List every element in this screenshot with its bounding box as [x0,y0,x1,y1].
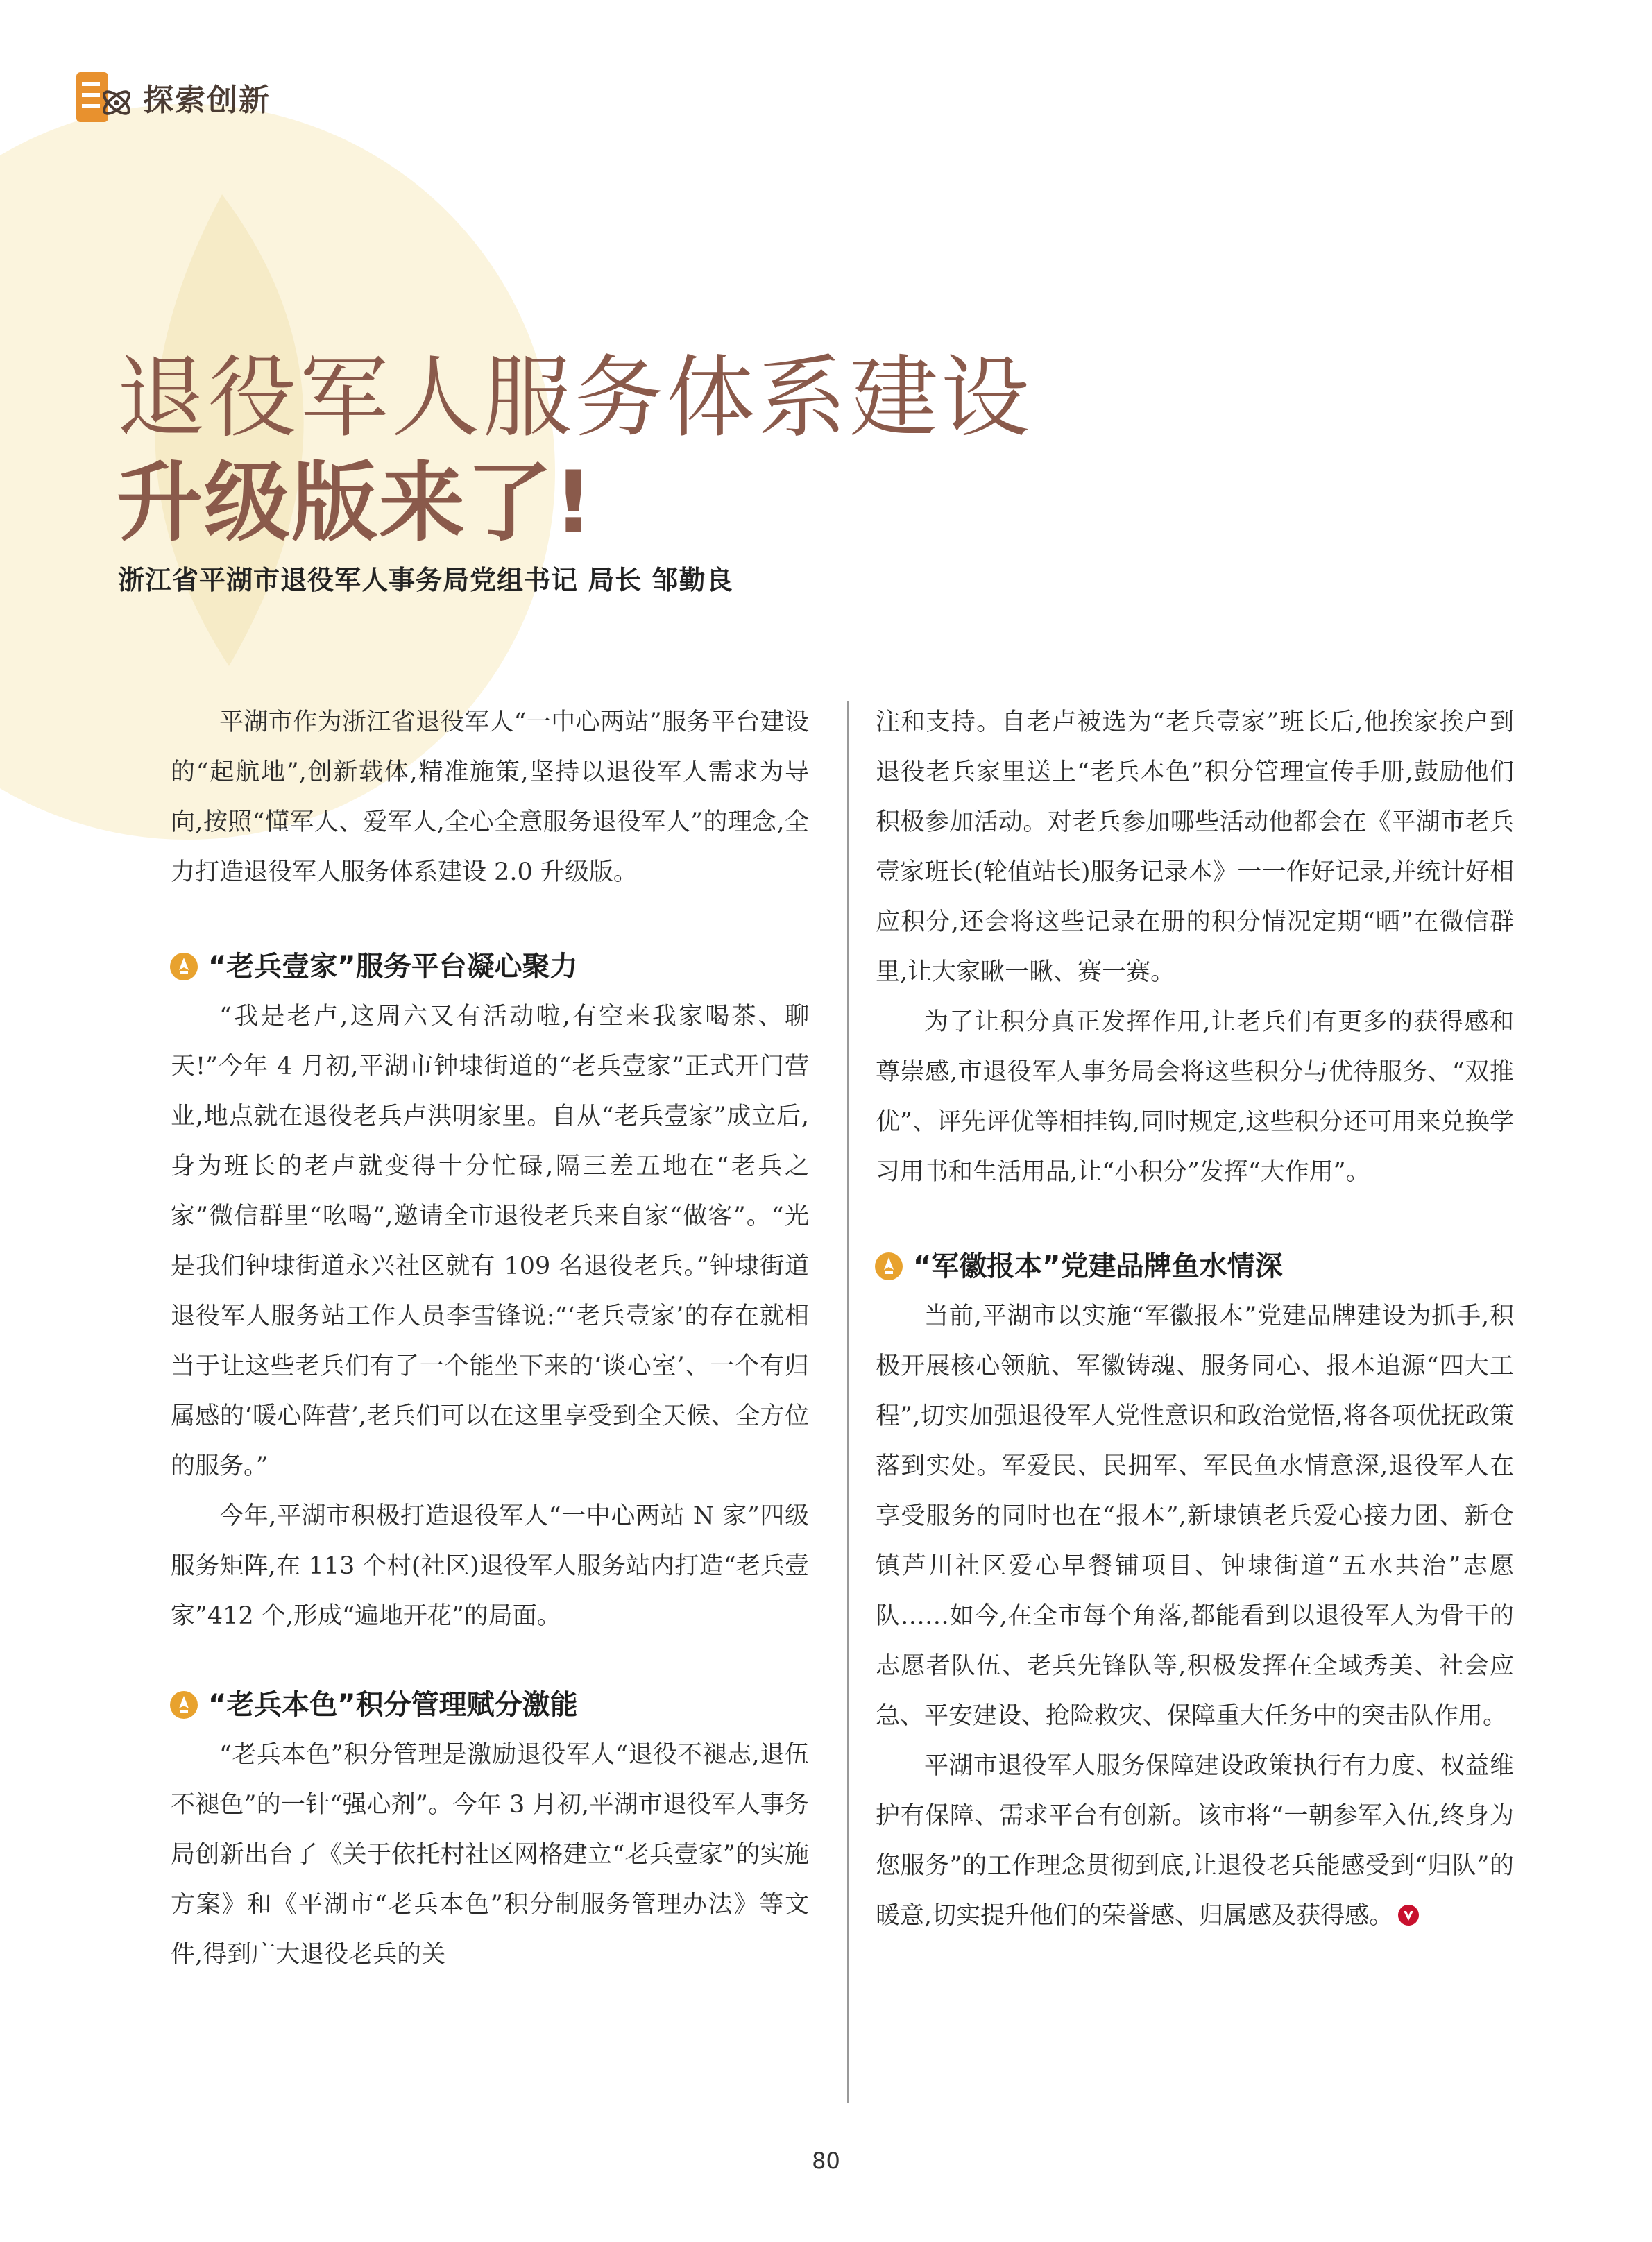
section2-paragraph: 为了让积分真正发挥作用,让老兵们有更多的获得感和尊崇感,市退役军人事务局会将这些积分与优待服务、“双推优”、评先评优等相挂钩,同时规定,这些积分还可用来兑换学习用书和生活用品,让“小积分”发挥“大作用”。 [876,1008,1514,1186]
section2-paragraph-continued: 注和支持。自老卢被选为“老兵壹家”班长后,他挨家挨户到退役老兵家里送上“老兵本色”积分管理宣传手册,鼓励他们积极参加活动。对老兵参加哪些活动他都会在《平湖市老兵壹家班长(轮值站长)服务记录本》一一作好记录,并统计好相应积分,还会将这些记录在册的积分情况定期“晒”在微信群里,让大家瞅一瞅、赛一赛。 [876,708,1514,986]
intro-paragraph: 平湖市作为浙江省退役军人“一中心两站”服务平台建设的“起航地”,创新载体,精准施策,坚持以退役军人需求为导向,按照“懂军人、爱军人,全心全意服务退役军人”的理念,全力打造退役军人服务体系建设 2.0 升级版。 [171,708,809,886]
bullet-icon [874,1252,903,1281]
section-heading [874,1241,1514,1291]
article-author: 浙江省平湖市退役军人事务局党组书记 局长 邹勤良 [118,565,733,595]
page-number: 80 [812,2148,840,2174]
article-title-line2: 升级版来了! [117,453,595,553]
column-divider [847,701,849,2103]
section2-paragraph: “老兵本色”积分管理是激励退役军人“退役不褪志,退伍不褪色”的一针“强心剂”。今年 3 月初,平湖市退役军人事务局创新出台了《关于依托村社区网格建立“老兵壹家”的实施方案》和《平湖市“老兵本色”积分制服务管理办法》等文件,得到广大退役老兵的关 [171,1741,809,1969]
bullet-icon [169,952,198,981]
end-mark-icon [1397,1904,1420,1926]
section3-final-text: 平湖市退役军人服务保障建设政策执行有力度、权益维护有保障、需求平台有创新。该市将“一朝参军入伍,终身为您服务”的工作理念贯彻到底,让退役老兵能感受到“归队”的暖意,切实提升他们的荣誉感、归属感及获得感。 [876,1752,1514,1930]
section-header [76,69,271,125]
right-column [876,697,1514,1941]
bullet-icon [169,1690,198,1719]
section-heading [169,942,809,992]
section2-heading: “老兵本色”积分管理赋分激能 [208,1689,578,1721]
section1-heading: “老兵壹家”服务平台凝心聚力 [208,951,578,983]
article-title-line1: 退役军人服务体系建设 [117,346,1033,450]
section-label: 探索创新 [143,83,271,118]
section3-paragraph: 当前,平湖市以实施“军徽报本”党建品牌建设为抓手,积极开展核心领航、军徽铸魂、服务同心、报本追源“四大工程”,切实加强退役军人党性意识和政治觉悟,将各项优抚政策落到实处。军爱民、民拥军、军民鱼水情意深,退役军人在享受服务的同时也在“报本”,新埭镇老兵爱心接力团、新仓镇芦川社区爱心早餐铺项目、钟埭街道“五水共治”志愿队……如今,在全市每个角落,都能看到以退役军人为骨干的志愿者队伍、老兵先锋队等,积极发挥在全域秀美、社会应急、平安建设、抢险救灾、保障重大任务中的突击队作用。 [876,1302,1514,1730]
section-heading [169,1680,809,1730]
section-logo-icon [76,69,135,125]
section3-heading: “军徽报本”党建品牌鱼水情深 [913,1250,1283,1282]
section1-paragraph: 今年,平湖市积极打造退役军人“一中心两站 N 家”四级服务矩阵,在 113 个村(社区)退役军人服务站内打造“老兵壹家”412 个,形成“遍地开花”的局面。 [171,1502,809,1630]
left-column [171,697,809,1980]
section3-paragraph-final [876,1741,1514,1941]
section1-paragraph: “我是老卢,这周六又有活动啦,有空来我家喝茶、聊天!”今年 4 月初,平湖市钟埭街道的“老兵壹家”正式开门营业,地点就在退役老兵卢洪明家里。自从“老兵壹家”成立后,身为班长的老卢就变得十分忙碌,隔三差五地在“老兵之家”微信群里“吆喝”,邀请全市退役老兵来自家“做客”。“光是我们钟埭街道永兴社区就有 109 名退役老兵。”钟埭街道退役军人服务站工作人员李雪锋说:“‘老兵壹家’的存在就相当于让这些老兵们有了一个能坐下来的‘谈心室’、一个有归属感的‘暖心阵营’,老兵们可以在这里享受到全天候、全方位的服务。” [171,1003,809,1480]
